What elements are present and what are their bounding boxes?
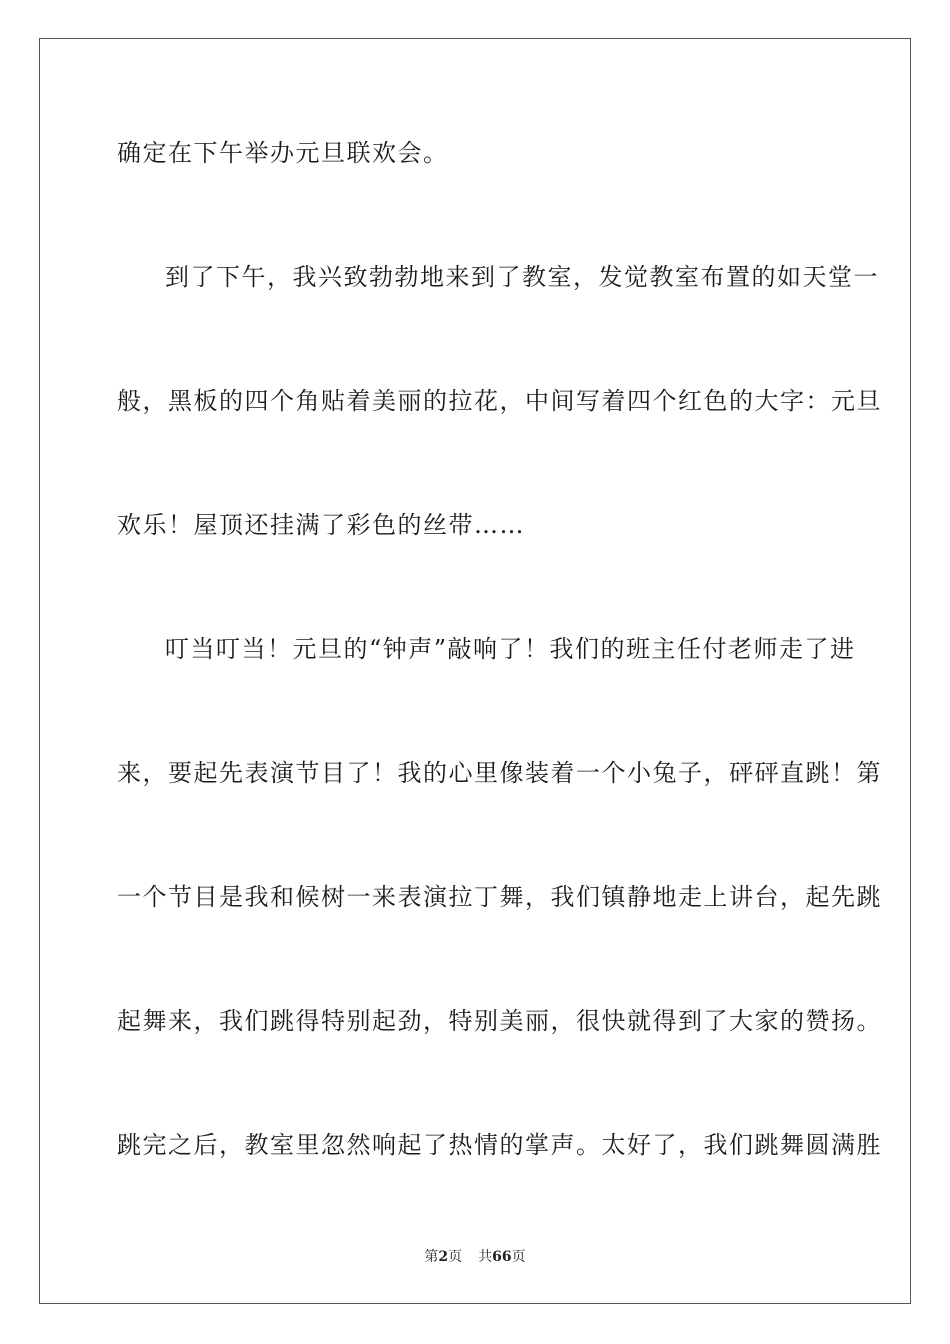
text-line-1: 确定在下午举办元旦联欢会。 [117,139,449,167]
total-pages: 66 [492,1249,512,1265]
text-line-3: 般，黑板的四个角贴着美丽的拉花，中间写着四个红色的大字：元旦 [117,387,882,415]
total-suffix: 页 [511,1249,526,1265]
text-line-5: 叮当叮当！元旦的“钟声”敲响了！我们的班主任付老师走了进 [165,635,856,663]
text-line-6: 来，要起先表演节目了！我的心里像装着一个小兔子，砰砰直跳！第 [117,759,882,787]
text-line-9: 跳完之后，教室里忽然响起了热情的掌声。太好了，我们跳舞圆满胜 [117,1131,882,1159]
page-footer [0,1248,950,1266]
text-line-7: 一个节目是我和候树一来表演拉丁舞，我们镇静地走上讲台，起先跳 [117,883,882,911]
page-suffix: 页 [448,1249,463,1265]
total-prefix: 共 [478,1249,493,1265]
text-line-2: 到了下午，我兴致勃勃地来到了教室，发觉教室布置的如天堂一 [165,263,879,291]
page-number: 2 [438,1249,449,1265]
page-prefix: 第 [424,1249,439,1265]
text-line-4: 欢乐！屋顶还挂满了彩色的丝带…… [117,511,525,539]
text-line-8: 起舞来，我们跳得特别起劲，特别美丽，很快就得到了大家的赞扬。 [117,1007,882,1035]
page-border [39,38,911,1304]
